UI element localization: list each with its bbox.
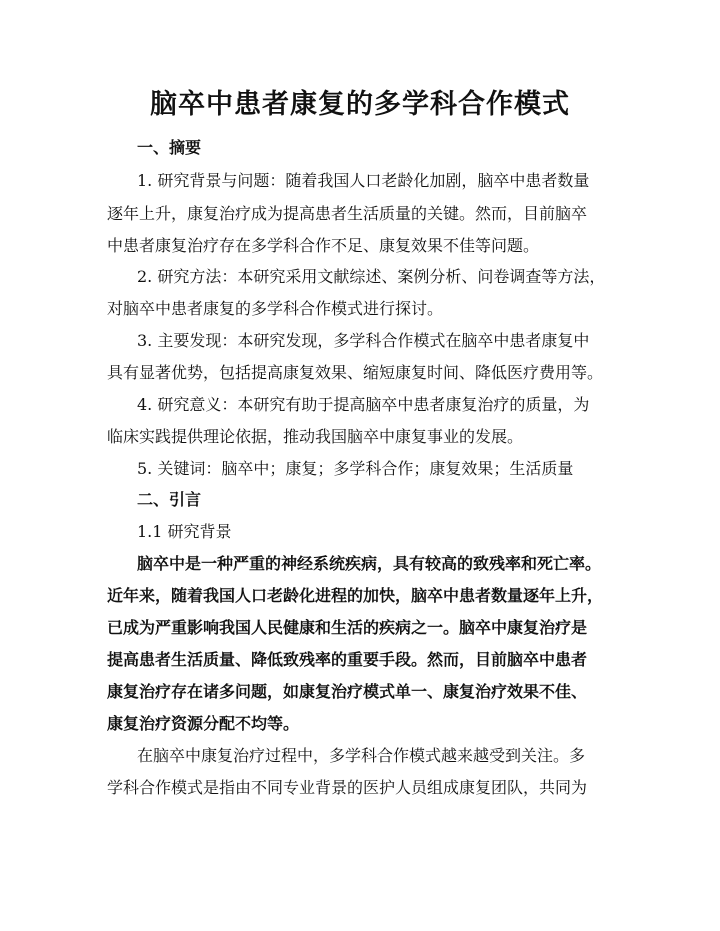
abstract-line: 3. 主要发现：本研究发现，多学科合作模式在脑卒中患者康复中 [137, 331, 590, 350]
bold-paragraph-line: 近年来，随着我国人口老龄化进程的加快，脑卒中患者数量逐年上升， [107, 586, 604, 605]
intro-heading: 二、引言 [137, 490, 202, 509]
abstract-line: 临床实践提供理论依据，推动我国脑卒中康复事业的发展。 [107, 427, 524, 446]
abstract-line: 4. 研究意义：本研究有助于提高脑卒中患者康复治疗的质量，为 [137, 395, 590, 414]
subsection-heading: 1.1 研究背景 [137, 522, 232, 541]
paragraph-line: 学科合作模式是指由不同专业背景的医护人员组成康复团队，共同为 [107, 778, 588, 797]
document-title: 脑卒中患者康复的多学科合作模式 [150, 89, 570, 120]
paragraph-line: 在脑卒中康复治疗过程中，多学科合作模式越来越受到关注。多 [137, 746, 586, 765]
abstract-line: 1. 研究背景与问题：随着我国人口老龄化加剧，脑卒中患者数量 [137, 171, 590, 190]
abstract-line: 具有显著优势，包括提高康复效果、缩短康复时间、降低医疗费用等。 [107, 363, 604, 382]
bold-paragraph-line: 提高患者生活质量、降低致残率的重要手段。然而，目前脑卒中患者 [107, 650, 588, 669]
bold-paragraph-line: 康复治疗资源分配不均等。 [107, 714, 300, 733]
abstract-line: 中患者康复治疗存在多学科合作不足、康复效果不佳等问题。 [107, 236, 540, 255]
bold-paragraph-line: 脑卒中是一种严重的神经系统疾病，具有较高的致残率和死亡率。 [137, 554, 602, 573]
abstract-line: 对脑卒中患者康复的多学科合作模式进行探讨。 [107, 299, 444, 318]
bold-paragraph-line: 康复治疗存在诸多问题，如康复治疗模式单一、康复治疗效果不佳、 [107, 682, 588, 701]
bold-paragraph-line: 已成为严重影响我国人民健康和生活的疾病之一。脑卒中康复治疗是 [107, 618, 588, 637]
abstract-line: 逐年上升，康复治疗成为提高患者生活质量的关键。然而，目前脑卒 [107, 204, 588, 223]
abstract-heading: 一、摘要 [137, 138, 202, 157]
abstract-line: 2. 研究方法：本研究采用文献综述、案例分析、问卷调查等方法， [137, 267, 606, 286]
keywords-line: 5. 关键词：脑卒中；康复；多学科合作；康复效果；生活质量 [137, 459, 574, 478]
